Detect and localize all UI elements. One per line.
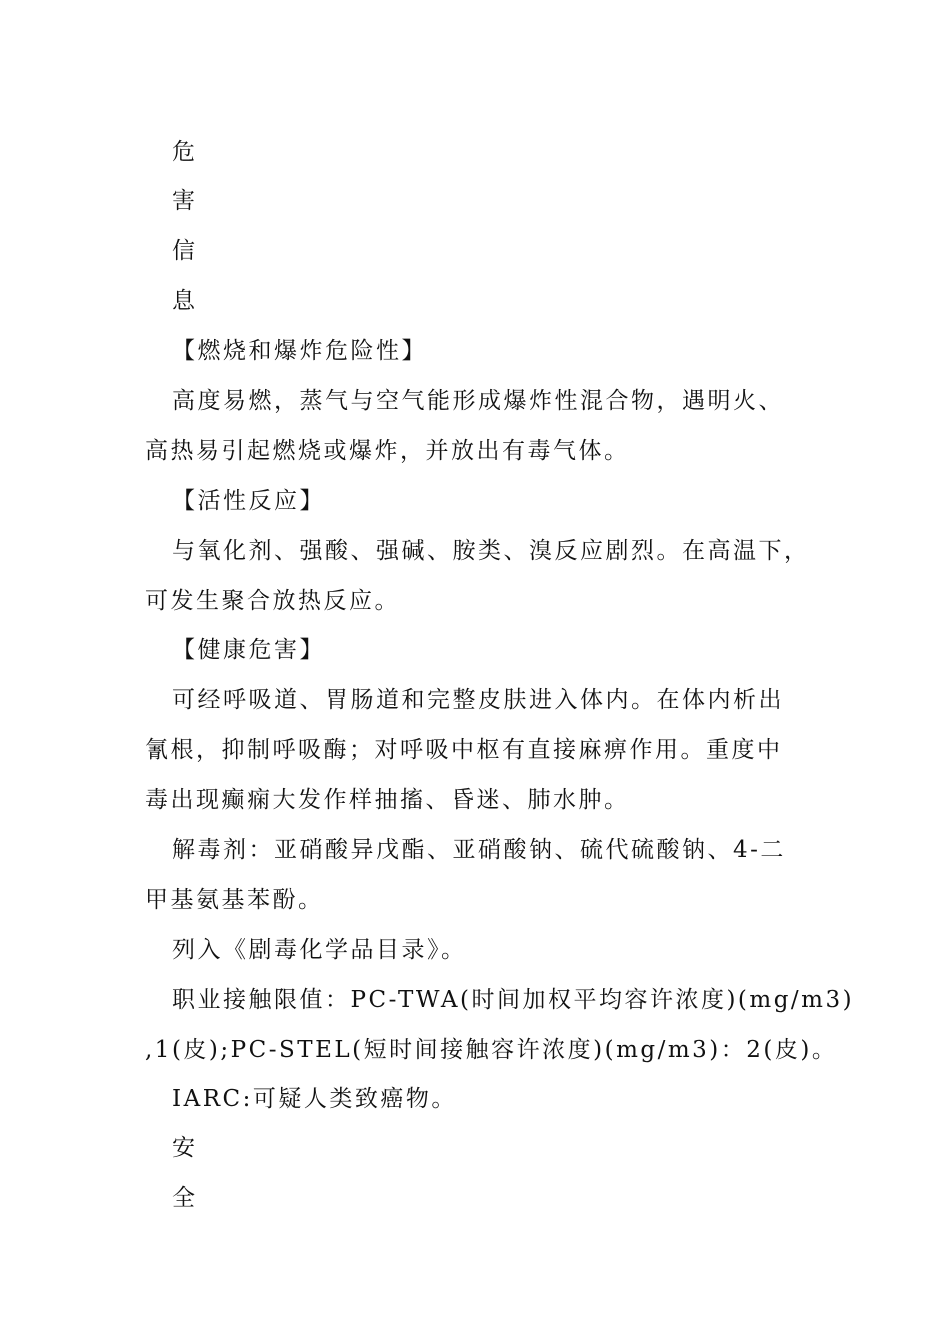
health-text-line: 可经呼吸道、胃肠道和完整皮肤进入体内。在体内析出 — [172, 687, 784, 713]
fire-explosion-heading: 【燃烧和爆炸危险性】 — [172, 338, 427, 364]
reactivity-heading: 【活性反应】 — [172, 488, 325, 514]
fire-explosion-text-line: 高度易燃，蒸气与空气能形成爆炸性混合物，遇明火、 — [172, 388, 784, 414]
section-title-char: 信 — [172, 238, 198, 264]
health-heading: 【健康危害】 — [172, 637, 325, 663]
fire-explosion-text-line: 高热易引起燃烧或爆炸，并放出有毒气体。 — [145, 438, 630, 464]
iarc-text: IARC:可疑人类致癌物。 — [172, 1086, 457, 1112]
next-section-title-char: 安 — [172, 1135, 198, 1161]
health-text-line: 毒出现癫痫大发作样抽搐、昏迷、肺水肿。 — [145, 787, 630, 813]
antidote-text-line: 甲基氨基苯酚。 — [145, 887, 324, 913]
antidote-text-line: 解毒剂：亚硝酸异戊酯、亚硝酸钠、硫代硫酸钠、4-二 — [172, 837, 786, 863]
health-text-line: 氰根，抑制呼吸酶；对呼吸中枢有直接麻痹作用。重度中 — [145, 737, 783, 763]
reactivity-text-line: 与氧化剂、强酸、强碱、胺类、溴反应剧烈。在高温下， — [172, 538, 810, 564]
exposure-limit-line: ,1(皮);PC-STEL(短时间接触容许浓度)(mg/m3)：2(皮)。 — [145, 1037, 838, 1063]
exposure-limit-line: 职业接触限值：PC-TWA(时间加权平均容许浓度)(mg/m3) — [172, 987, 855, 1013]
section-title-char: 息 — [172, 288, 198, 314]
section-title-char: 害 — [172, 188, 198, 214]
section-title-char: 危 — [172, 139, 198, 165]
next-section-title-char: 全 — [172, 1185, 198, 1211]
catalog-text: 列入《剧毒化学品目录》。 — [172, 937, 467, 963]
reactivity-text-line: 可发生聚合放热反应。 — [145, 588, 400, 614]
